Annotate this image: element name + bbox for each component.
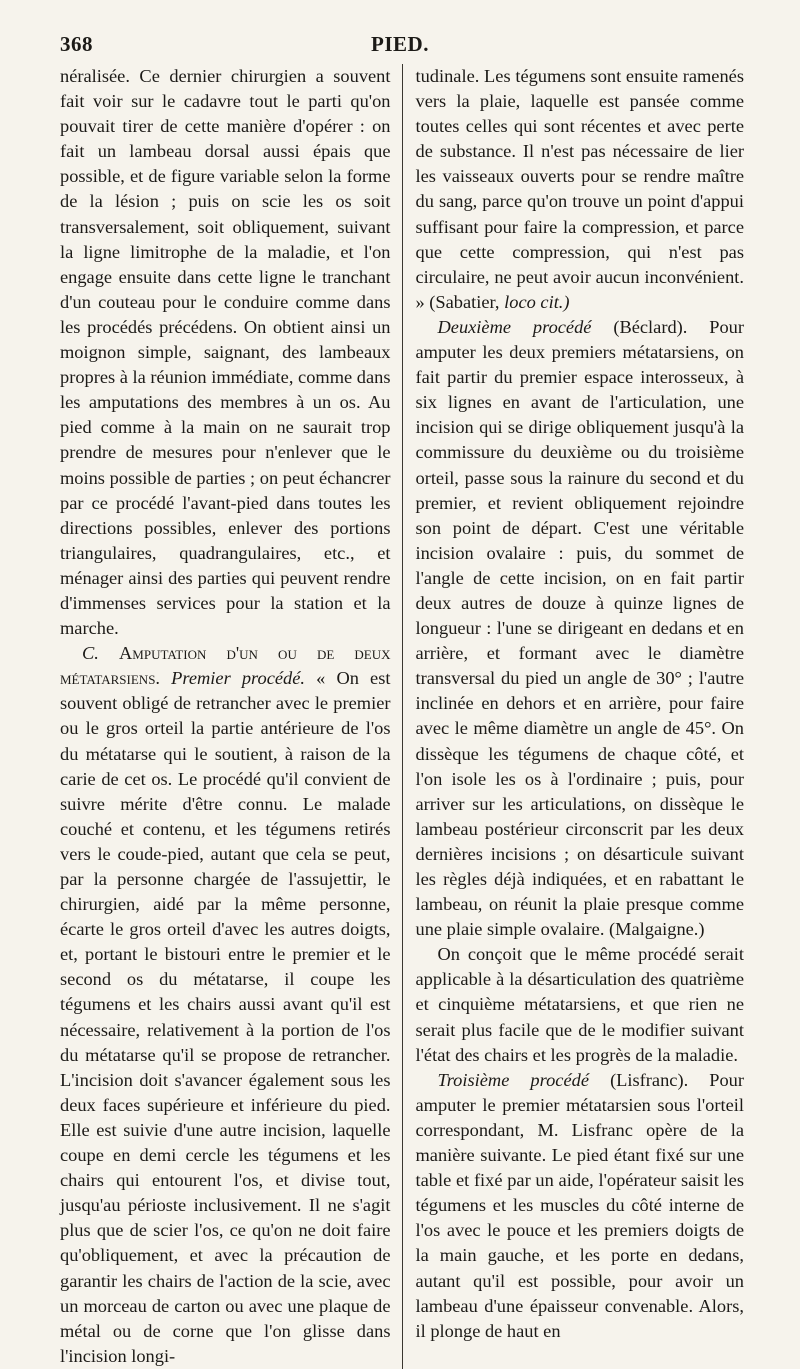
running-title: PIED. bbox=[371, 32, 429, 56]
citation: loco cit.) bbox=[504, 291, 570, 312]
right-column bbox=[406, 64, 745, 1369]
paragraph bbox=[416, 64, 745, 315]
left-column bbox=[60, 64, 399, 1369]
paragraph: néralisée. Ce dernier chirurgien a souvent fait voir sur le cadavre tout le parti qu'on pouvait tirer de cette manière d'opérer : on fait un lambeau dorsal aussi épais que possible, et de figure variable selon la forme de la lésion ; puis on scie les os soit transversalement, soit obliquement, suivant la ligne limitrophe de la maladie, et l'on engage ensuite dans cette ligne le tranchant d'un couteau pour le conduire comme dans les procédés précédens. On obtient ainsi un moignon simple, saignant, des lambeaux propres à la réunion immédiate, comme dans les amputations des membres à un os. Au pied comme à la main on ne saurait trop prendre de mesures pour n'enlever que le moins possible de parties ; on peut échancrer par ce procédé l'avant-pied dans toutes les directions possibles, enlever des portions triangulaires, quadrangulaires, etc., et ménager ainsi des parties qui peuvent rendre d'immenses services pour la station et la marche. bbox=[60, 66, 391, 639]
page-number: 368 bbox=[60, 32, 93, 56]
paragraph bbox=[416, 1068, 745, 1344]
section-letter: C. bbox=[82, 643, 99, 664]
paragraph-text: tudinale. Les tégumens sont ensuite ramenés vers la plaie, laquelle est pansée comme toutes celles qui sont récentes et avec perte de substance. Il n'est pas nécessaire de lier les vaisseaux ouverts pour se rendre maître du sang, parce qu'on trouve un point d'appui suffisant pour faire la compression, et parce que cette compression, qui n'est pas circulaire, ne peut avoir aucun inconvénient. » (Sabatier, bbox=[415, 66, 744, 312]
procedure-title: Premier procédé. bbox=[171, 668, 306, 689]
paragraph-text: (Lisfranc). Pour amputer le premier métatarsien sous l'orteil correspondant, M. Lisfranc opère de la manière suivante. Le pied étant fixé sur une table et fixé par un aide, l'opérateur saisit les tégumens et les muscles du côté interne de l'os avec le pouce et les premiers doigts de la main gauche, et les porte en dedans, autant qu'il est possible, pour avoir un lambeau d'une épaisseur convenable. Alors, il plonge de haut en bbox=[415, 1069, 744, 1341]
paragraph bbox=[416, 315, 745, 942]
procedure-title: Deuxième procédé bbox=[437, 316, 592, 337]
paragraph-text: (Béclard). Pour amputer les deux premiers métatarsiens, on fait partir du premier espace interosseux, à six lignes en avant de l'articulation, une incision qui se dirige obliquement jusqu'à la commissure du deuxième ou du troisième orteil, passe sous la rainure du second et du premier, et revient obliquement rejoindre son point de départ. C'est une véritable incision ovalaire : puis, du sommet de l'angle de cette incision, on en fait partir deux autres de douze à quinze lignes de longueur : l'une se dirigeant en dedans et en arrière, et formant avec le diamètre transversal du pied un angle de 30° ; l'autre inclinée en dehors et en arrière, pour faire avec le même diamètre un angle de 45°. On dissèque les tégumens de chaque côté, et l'on isole les os à l'ordinaire ; puis, pour arriver sur les articulations, on dissèque le lambeau postérieur circonscrit par les deux dernières incisions ; on désarticule suivant les règles déjà indiquées, et en rabattant le lambeau, on réunit la plaie presque comme une plaie simple ovalaire. (Malgaigne.) bbox=[415, 316, 744, 940]
column-divider bbox=[402, 64, 403, 1369]
text-columns bbox=[60, 64, 744, 1369]
paragraph: On conçoit que le même procédé serait applicable à la désarticulation des quatrième et cinquième métatarsiens, et que rien ne serait plus facile que de le modifier suivant l'état des chairs et les progrès de la maladie. bbox=[415, 944, 744, 1065]
paragraph-text: « On est souvent obligé de retrancher avec le premier ou le gros orteil la partie antérieure de l'os du métatarse qui le soutient, à raison de la carie de cet os. Le procédé qu'il convient de suivre mérite d'être connu. Le malade couché et contenu, et les tégumens retirés vers le coude-pied, autant que cela se peut, par la personne chargée de l'assujettir, le chirurgien, aidé par la même personne, écarte le gros orteil d'avec les autres doigts, et, portant le bistouri entre le premier et le second os du métatarse, il coupe les tégumens et les chairs aussi avant qu'il est nécessaire, relativement à la portion de l'os du métatarse qu'il se propose de retrancher. L'incision doit s'avancer également sous les deux faces supérieure et inférieure du pied. Elle est suivie d'une autre incision, laquelle coupe en demi cercle les tégumens et les chairs qui entourent l'os, et divise tout, jusqu'au périoste inclusivement. Il ne s'agit plus que de scier l'os, ce qu'on ne doit faire qu'obliquement, et avec la précaution de garantir les chairs de l'action de la scie, avec un morceau de carton ou avec une plaque de métal ou de corne que l'on glisse dans l'incision longi- bbox=[60, 668, 391, 1366]
procedure-title: Troisième procédé bbox=[437, 1069, 589, 1090]
section-heading: Amputation d'un ou de deux métatarsiens. bbox=[60, 643, 391, 689]
page-header bbox=[60, 32, 744, 62]
section-paragraph bbox=[60, 641, 391, 1369]
